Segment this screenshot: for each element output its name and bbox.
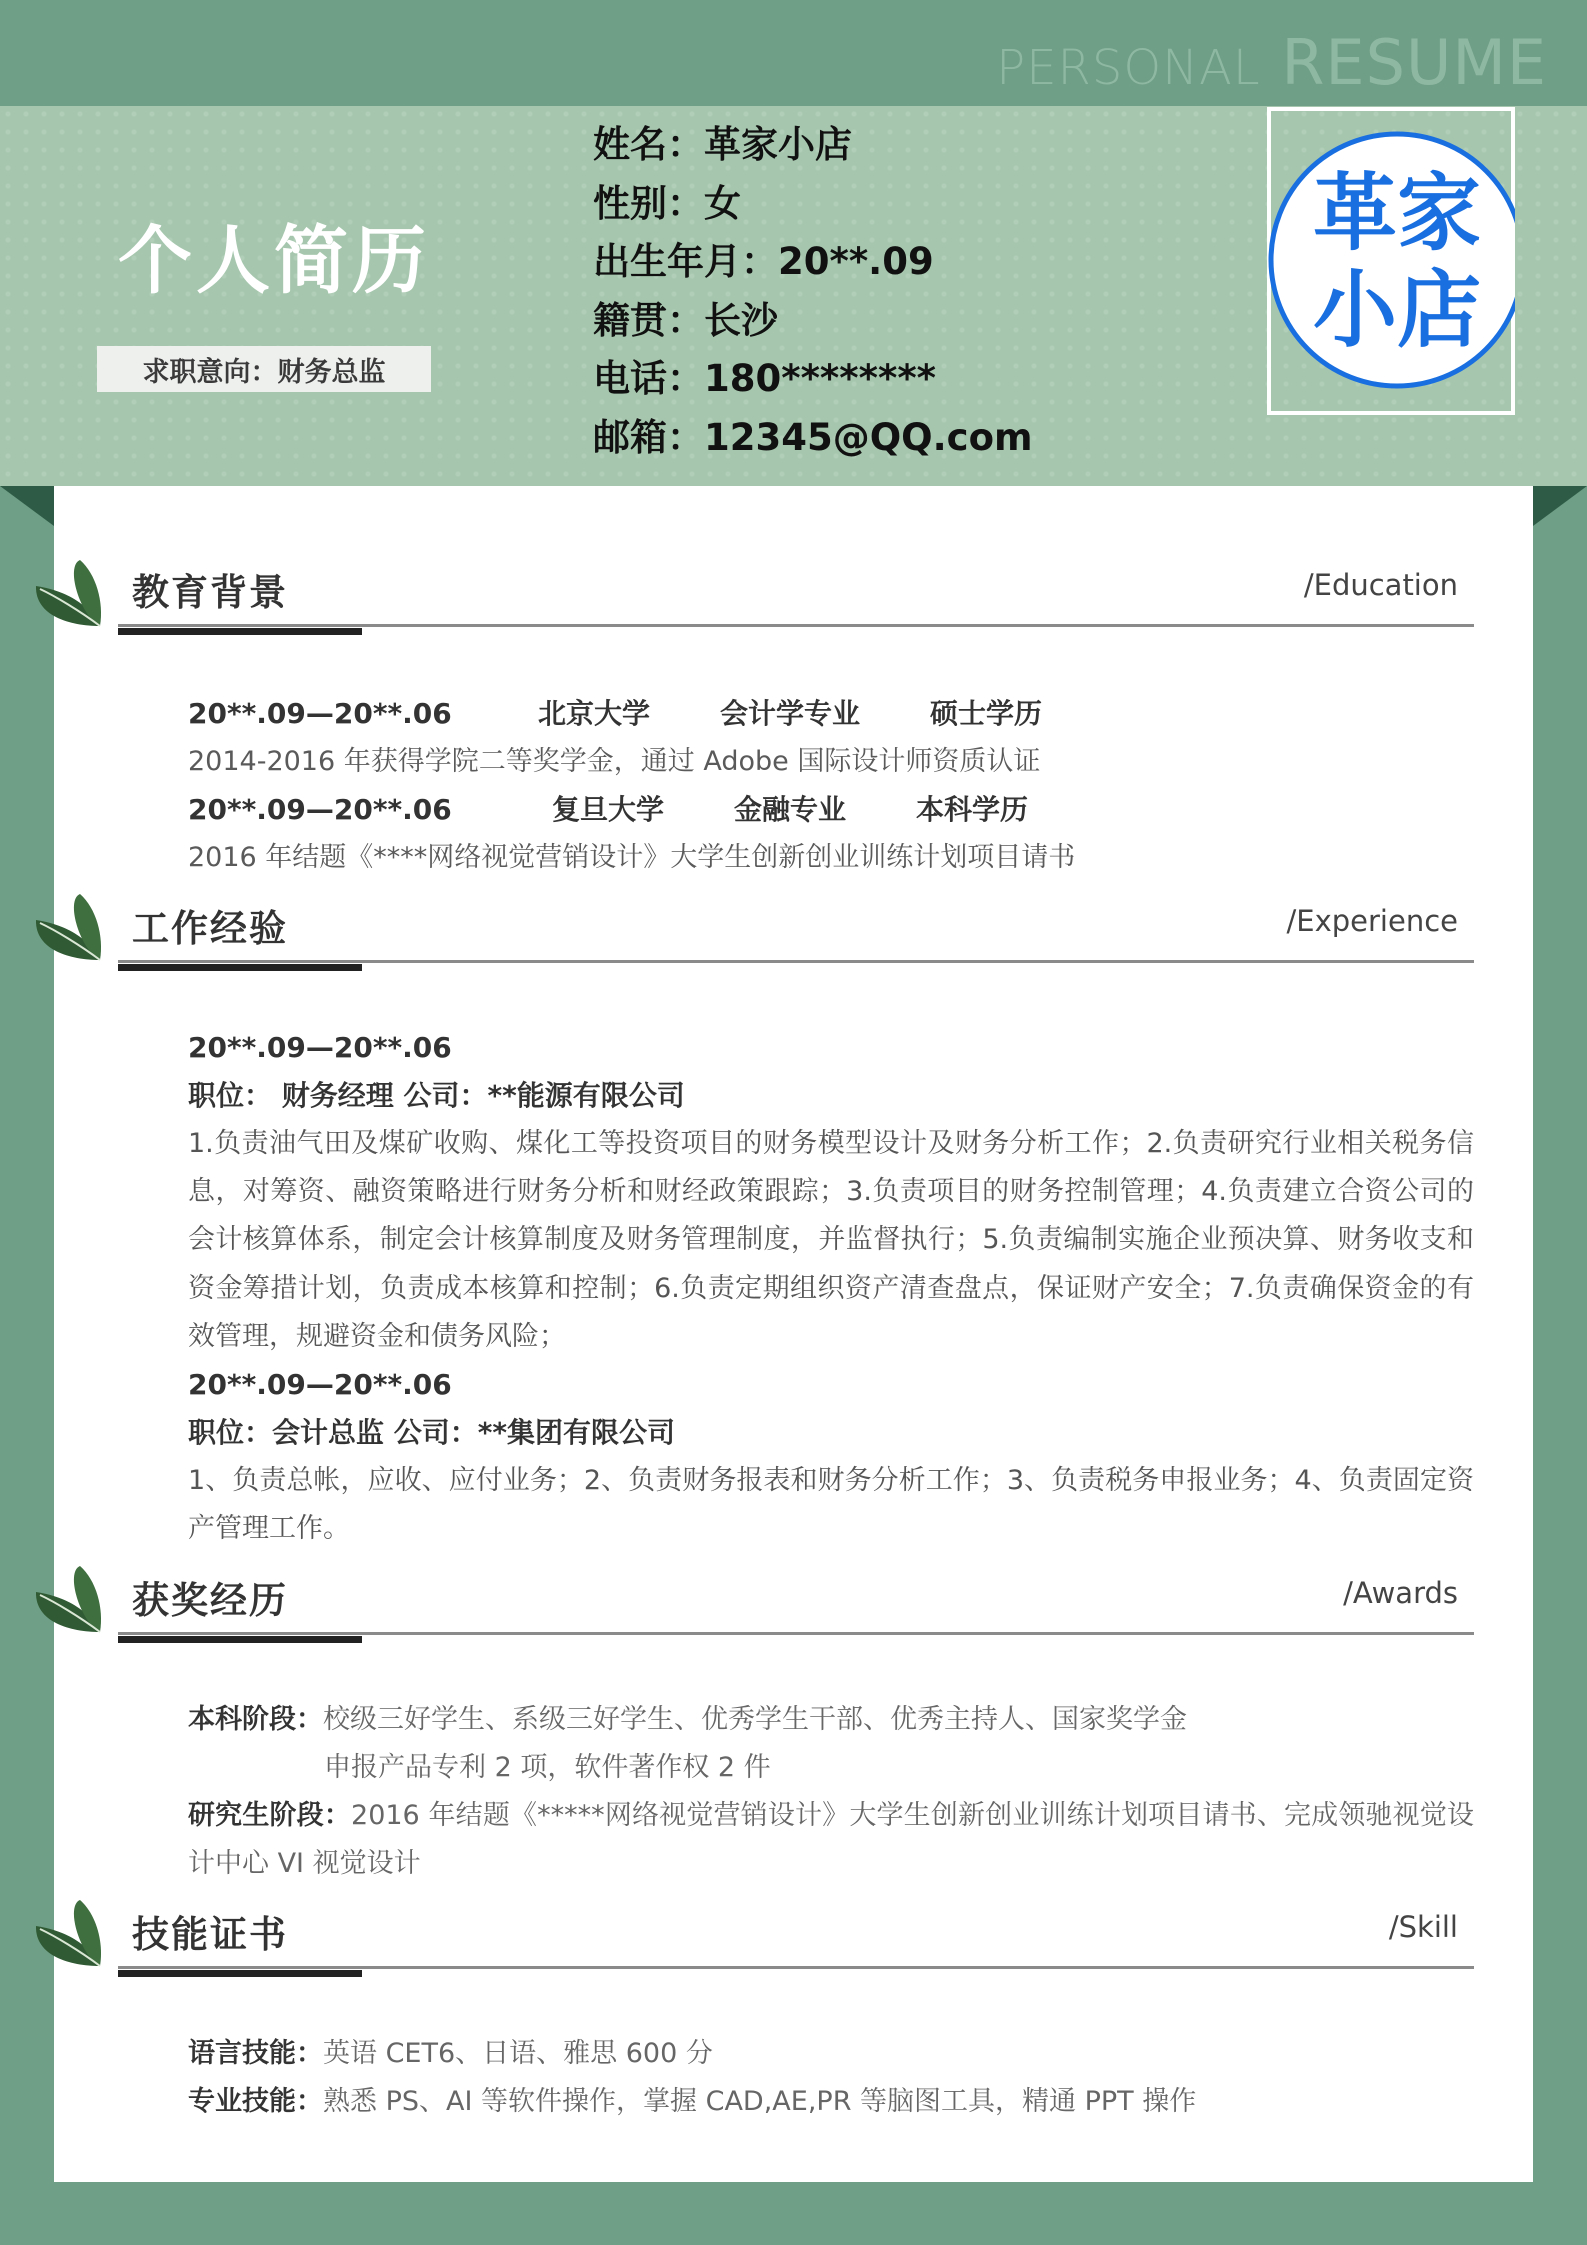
leaf-icon xyxy=(30,1896,106,1972)
award-grad-text: 2016 年结题《*****网络视觉营销设计》大学生创新创业训练计划项目请书、完成领驰视觉设计中心 VI 视觉设计 xyxy=(188,1800,1475,1879)
skill-language-text: 英语 CET6、日语、雅思 600 分 xyxy=(323,2038,713,2069)
leaf-icon xyxy=(30,1562,106,1638)
exp-date: 20**.09—20**.06 xyxy=(188,1031,452,1064)
divider-accent xyxy=(118,628,362,635)
section-en-experience: /Experience xyxy=(1286,904,1458,938)
page-title: 个人简历 xyxy=(118,218,430,304)
awards-list xyxy=(188,1696,1478,1888)
edu-note: 2016 年结题《****网络视觉营销设计》大学生创新创业训练计划项目请书 xyxy=(188,842,1076,873)
section-title-awards: 获奖经历 xyxy=(132,1579,288,1622)
edu-date: 20**.09—20**.06 xyxy=(188,697,452,730)
divider-accent xyxy=(118,964,362,971)
section-title-experience: 工作经验 xyxy=(132,907,288,950)
section-title-education: 教育背景 xyxy=(132,571,288,614)
info-name: 姓名：革家小店 xyxy=(593,123,852,166)
skill-professional xyxy=(188,2078,1478,2126)
watermark-resume: RESUME xyxy=(1281,26,1547,99)
info-birth: 出生年月：20**.09 xyxy=(593,240,934,284)
edu-major: 会计学专业 xyxy=(720,697,861,730)
divider xyxy=(118,1632,1474,1635)
resume-watermark xyxy=(996,26,1547,99)
section-experience-header xyxy=(118,898,1474,978)
skill-language xyxy=(188,2030,1478,2078)
job-intention-badge: 求职意向：财务总监 xyxy=(97,346,431,392)
edu-major: 金融专业 xyxy=(734,793,847,826)
award-undergrad xyxy=(188,1696,1478,1744)
basic-info xyxy=(593,116,1033,468)
skills-list xyxy=(188,2030,1478,2126)
edu-degree: 本科学历 xyxy=(916,793,1029,826)
section-en-skills: /Skill xyxy=(1388,1910,1458,1944)
edu-degree: 硕士学历 xyxy=(930,697,1043,730)
divider xyxy=(118,624,1474,627)
divider-accent xyxy=(118,1970,362,1977)
experience-list xyxy=(188,1024,1478,1553)
edu-date: 20**.09—20**.06 xyxy=(188,793,452,826)
exp-position: 职位： 财务经理 公司：**能源有限公司 xyxy=(188,1079,685,1112)
exp-description: 1、负责总帐，应收、应付业务；2、负责财务报表和财务分析工作；3、负责税务申报业务；4、负责固定资产管理工作。 xyxy=(188,1465,1474,1545)
stamp-text-line2: 小店 xyxy=(1312,260,1482,359)
section-awards-header xyxy=(118,1570,1474,1650)
award-undergrad-text: 校级三好学生、系级三好学生、优秀学生干部、优秀主持人、国家奖学金 xyxy=(323,1704,1187,1735)
ribbon-fold-left xyxy=(0,486,54,526)
info-email: 邮箱：12345@QQ.com xyxy=(593,415,1033,459)
edu-note: 2014-2016 年获得学院二等奖学金，通过 Adobe 国际设计师资质认证 xyxy=(188,746,1041,777)
edu-school: 复旦大学 xyxy=(552,793,665,826)
section-education-header xyxy=(118,562,1474,642)
skill-language-label: 语言技能： xyxy=(188,2038,323,2069)
exp-date: 20**.09—20**.06 xyxy=(188,1368,452,1402)
watermark-personal: PERSONAL xyxy=(996,40,1261,96)
info-hometown: 籍贯：长沙 xyxy=(593,298,778,342)
award-undergrad-label: 本科阶段： xyxy=(188,1704,323,1735)
section-en-awards: /Awards xyxy=(1343,1576,1458,1610)
divider xyxy=(118,1966,1474,1969)
info-phone: 电话：180******** xyxy=(593,357,937,401)
section-skills-header xyxy=(118,1904,1474,1984)
stamp-text-line1: 革家 xyxy=(1312,163,1482,262)
skill-professional-label: 专业技能： xyxy=(188,2086,323,2117)
divider xyxy=(118,960,1474,963)
skill-professional-text: 熟悉 PS、AI 等软件操作，掌握 CAD,AE,PR 等脑图工具，精通 PPT 操作 xyxy=(323,2086,1197,2117)
leaf-icon xyxy=(30,556,106,632)
award-undergrad-extra: 申报产品专利 2 项，软件著作权 2 件 xyxy=(324,1752,771,1783)
edu-school: 北京大学 xyxy=(538,697,651,730)
shop-stamp-logo xyxy=(1267,107,1515,415)
education-entry xyxy=(188,786,1478,834)
award-grad-label: 研究生阶段： xyxy=(188,1800,352,1831)
section-en-education: /Education xyxy=(1303,568,1458,602)
leaf-icon xyxy=(30,890,106,966)
divider-accent xyxy=(118,1636,362,1643)
education-list xyxy=(188,690,1478,882)
exp-position: 职位：会计总监 公司：**集团有限公司 xyxy=(188,1416,676,1450)
award-grad xyxy=(188,1792,1474,1888)
exp-description: 1.负责油气田及煤矿收购、煤化工等投资项目的财务模型设计及财务分析工作；2.负责研究行业相关税务信息，对筹资、融资策略进行财务分析和财经政策跟踪；3.负责项目的财务控制管理；4.负责建立合资公司的会计核算体系，制定会计核算制度及财务管理制度，并监督执行；5.负责编制实施企业预决算、财务收支和资金筹措计划，负责成本核算和控制；6.负责定期组织资产清查盘点，保证财产安全；7.负责确保资金的有效管理，规避资金和债务风险； xyxy=(188,1128,1474,1352)
education-entry xyxy=(188,690,1478,738)
ribbon-fold-right xyxy=(1533,486,1587,526)
info-gender: 性别：女 xyxy=(593,181,741,225)
section-title-skills: 技能证书 xyxy=(132,1913,288,1956)
